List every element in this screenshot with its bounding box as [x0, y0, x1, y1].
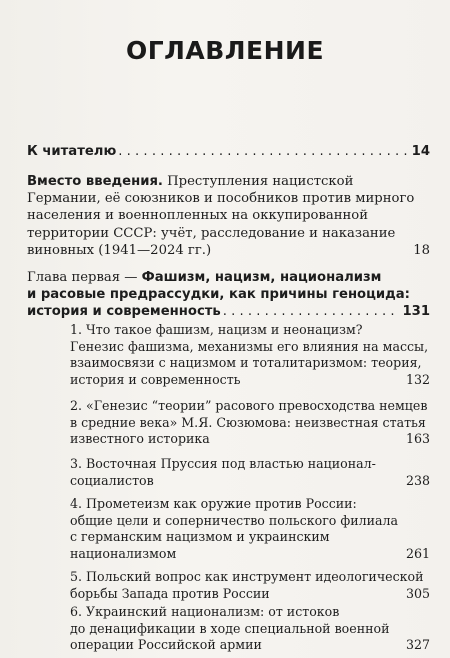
page-number: 14: [411, 144, 430, 159]
toc-entry-intro[interactable]: Вместо введения. Преступления нацистской Германии, её союзников и пособников против мирного населения и военнопленных на оккупированной территории СССР: учёт, расследование и наказание виновных (1941—2024 гг.) 18: [27, 174, 430, 258]
toc-section-4[interactable]: 4. Прометеизм как оружие против России: общие цели и соперничество польского филиала с германским нацизмом и украинским национализмом 261: [70, 496, 430, 561]
leader-dots: [223, 303, 401, 320]
chapter-title: Фашизм, нацизм, национализм: [141, 270, 382, 285]
page-number: 18: [413, 242, 430, 258]
page-number: 305: [405, 585, 430, 601]
toc-entry-label: Вместо введения.: [27, 174, 163, 189]
toc-entry-reader[interactable]: [27, 143, 430, 160]
page-number: 132: [405, 371, 430, 387]
toc-section-6[interactable]: 6. Украинский национализм: от истоков до денацификации в ходе специальной военной операции Российской армии 327: [70, 604, 430, 653]
toc-section-3[interactable]: 3. Восточная Пруссия под властью национал- социалистов 238: [70, 456, 430, 488]
leader-dots: [118, 143, 409, 160]
page-title: ОГЛАВЛЕНИЕ: [125, 36, 325, 65]
page-number: 327: [405, 637, 430, 653]
toc-section-2[interactable]: 2. «Генезис “теории” расового превосходства немцев в средние века» М.Я. Сюзюмова: неизвестная статья известного историка 163: [70, 398, 430, 447]
page-number: 261: [405, 545, 430, 561]
toc-section-1[interactable]: 1. Что такое фашизм, нацизм и неонацизм? Генезис фашизма, механизмы его влияния на массы, взаимосвязи с нацизмом и тоталитаризмом: теория, история и современность 132: [70, 322, 430, 387]
page-number: 238: [405, 472, 430, 488]
toc-entry-chapter-1[interactable]: Глава первая — Фашизм, нацизм, национализм и расовые предрассудки, как причины геноцида: история и современность . . . 131: [27, 269, 430, 321]
toc-entry-label: К читателю: [27, 144, 117, 159]
toc-section-5[interactable]: 5. Польский вопрос как инструмент идеологической борьбы Запада против России 305: [70, 569, 430, 601]
page-number: 163: [405, 431, 430, 447]
page-number: 131: [402, 304, 430, 320]
